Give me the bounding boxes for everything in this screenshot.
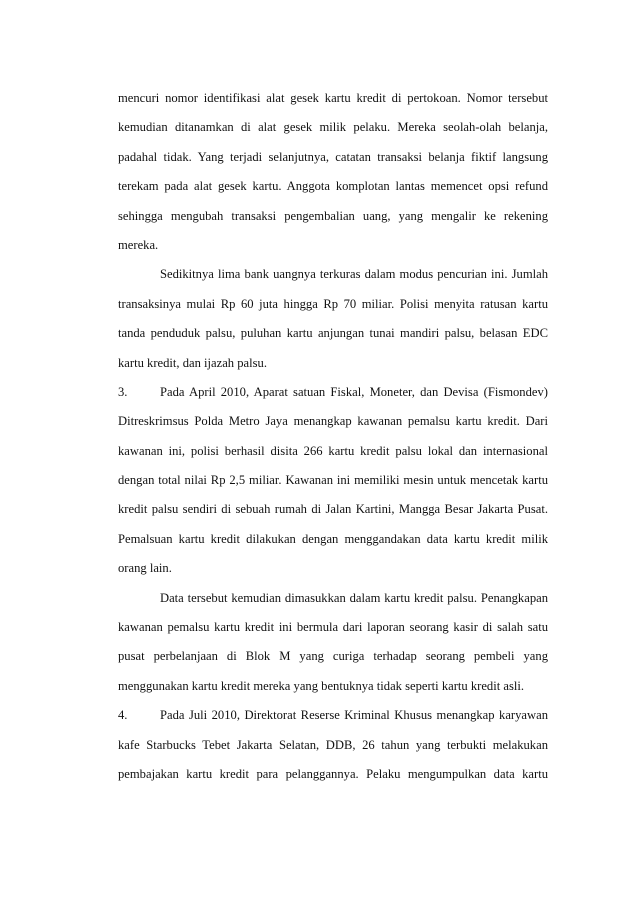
text-line: terekam pada alat gesek kartu. Anggota komplotan lantas memencet opsi refund bbox=[118, 179, 548, 194]
text-line: transaksinya mulai Rp 60 juta hingga Rp 70 miliar. Polisi menyita ratusan kartu bbox=[118, 296, 548, 311]
numbered-item-4 bbox=[118, 705, 548, 734]
text-line: pusat perbelanjaan di Blok M yang curiga terhadap seorang pembeli yang bbox=[118, 649, 548, 664]
text-line: padahal tidak. Yang terjadi selanjutnya, catatan transaksi belanja fiktif langsung bbox=[118, 149, 548, 164]
text-line: dengan total nilai Rp 2,5 miliar. Kawanan ini memiliki mesin untuk mencetak kartu bbox=[118, 473, 548, 488]
text-line: menggunakan kartu kredit mereka yang bentuknya tidak seperti kartu kredit asli. bbox=[118, 678, 525, 693]
text-line: orang lain. bbox=[118, 561, 172, 576]
text-line: kawanan ini, polisi berhasil disita 266 kartu kredit palsu lokal dan internasional bbox=[118, 443, 548, 458]
list-item-text: Pada Juli 2010, Direktorat Reserse Kriminal Khusus menangkap karyawan bbox=[160, 708, 548, 723]
list-number: 4. bbox=[118, 708, 128, 723]
text-line: mereka. bbox=[118, 237, 159, 252]
list-item-text: Pada April 2010, Aparat satuan Fiskal, Moneter, dan Devisa (Fismondev) bbox=[160, 384, 548, 399]
text-line: kafe Starbucks Tebet Jakarta Selatan, DDB, 26 tahun yang terbukti melakukan bbox=[118, 737, 548, 752]
text-line: tanda penduduk palsu, puluhan kartu anjungan tunai mandiri palsu, belasan EDC bbox=[118, 326, 548, 341]
text-line: pembajakan kartu kredit para pelanggannya. Pelaku mengumpulkan data kartu bbox=[118, 766, 548, 781]
text-line: kartu kredit, dan ijazah palsu. bbox=[118, 355, 267, 370]
text-line: Pemalsuan kartu kredit dilakukan dengan menggandakan data kartu kredit milik bbox=[118, 531, 548, 546]
paragraph-first-line: Data tersebut kemudian dimasukkan dalam kartu kredit palsu. Penangkapan bbox=[160, 590, 548, 605]
text-line: kredit palsu sendiri di sebuah rumah di Jalan Kartini, Mangga Besar Jakarta Pusat. bbox=[118, 502, 548, 517]
list-number: 3. bbox=[118, 384, 128, 399]
text-line: sehingga mengubah transaksi pengembalian uang, yang mengalir ke rekening bbox=[118, 208, 548, 223]
text-line: kemudian ditanamkan di alat gesek milik pelaku. Mereka seolah-olah belanja, bbox=[118, 120, 548, 135]
text-line: kawanan pemalsu kartu kredit ini bermula dari laporan seorang kasir di salah satu bbox=[118, 620, 548, 635]
numbered-item-3 bbox=[118, 382, 548, 411]
paragraph-first-line: Sedikitnya lima bank uangnya terkuras dalam modus pencurian ini. Jumlah bbox=[160, 267, 548, 282]
document-body bbox=[118, 88, 548, 793]
text-line: Ditreskrimsus Polda Metro Jaya menangkap kawanan pemalsu kartu kredit. Dari bbox=[118, 414, 548, 429]
text-line: mencuri nomor identifikasi alat gesek kartu kredit di pertokoan. Nomor tersebut bbox=[118, 91, 548, 105]
